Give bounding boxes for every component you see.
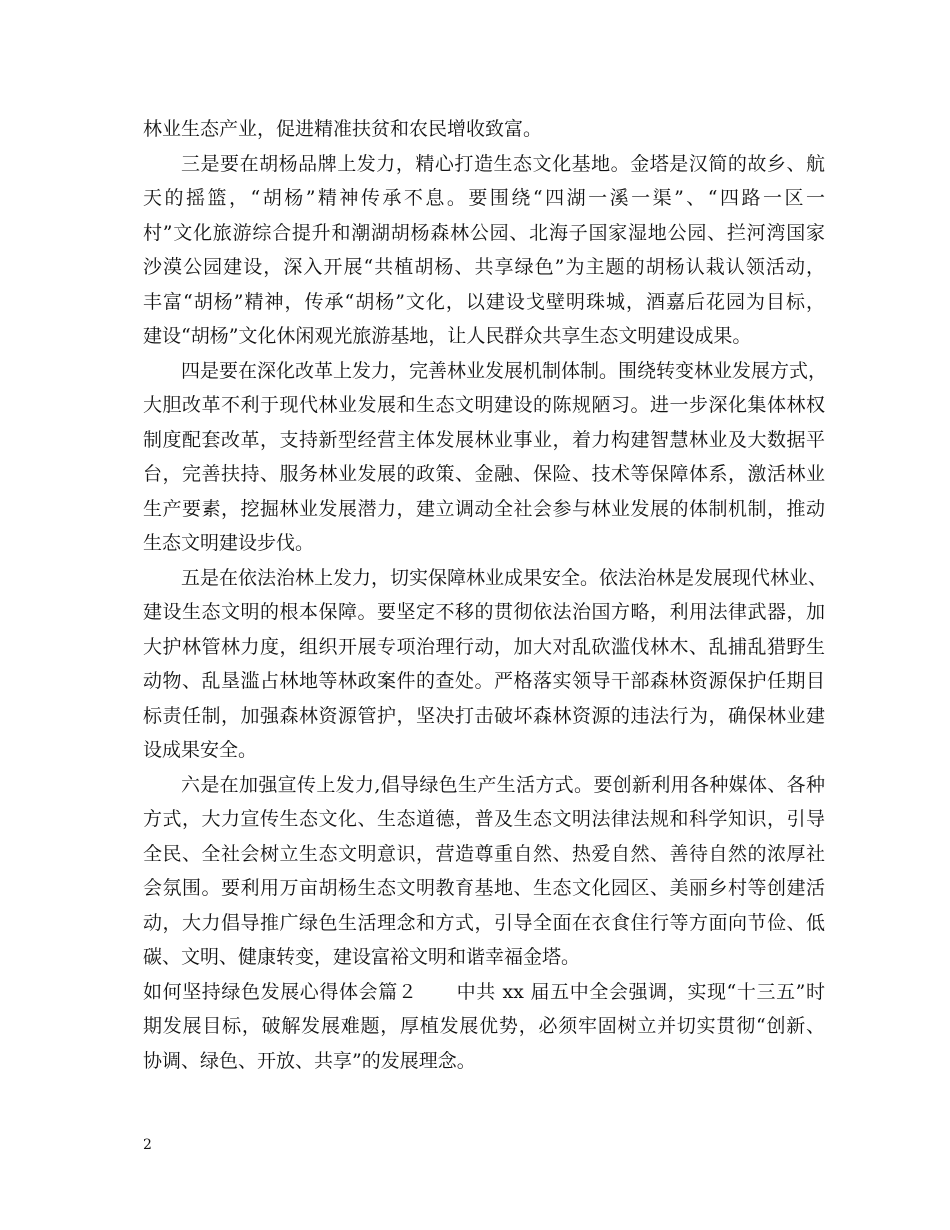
paragraph-line: 生态文明建设步伐。 (143, 532, 315, 554)
paragraph-line: 建设生态文明的根本保障。要坚定不移的贯彻依法治国方略，利用法律武器，加 (143, 601, 825, 623)
paragraph-line: 六是在加强宣传上发力,倡导绿色生产生活方式。要创新利用各种媒体、各种 (181, 773, 825, 796)
body-text (143, 112, 828, 1078)
paragraph-line: 会氛围。要利用万亩胡杨生态文明教育基地、生态文化园区、美丽乡村等创建活 (143, 877, 825, 899)
paragraph-line: 方式，大力宣传生态文化、生态道德，普及生态文明法律法规和科学知识，引导 (143, 808, 825, 830)
paragraph-line: 林业生态产业，促进精准扶贫和农民增收致富。 (143, 118, 543, 140)
page-number: 2 (143, 1137, 152, 1153)
paragraph-line: 三是要在胡杨品牌上发力，精心打造生态文化基地。金塔是汉简的故乡、航 (181, 152, 825, 175)
paragraph-line: 碳、文明、健康转变，建设富裕文明和谐幸福金塔。 (143, 946, 581, 968)
section-heading-line: 如何坚持绿色发展心得体会篇２ 中共 xx 届五中全会强调，实现“十三五”时 (143, 980, 825, 1003)
paragraph-line: 动，大力倡导推广绿色生活理念和方式，引导全面在衣食住行等方面向节俭、低 (143, 911, 825, 934)
paragraph-line: 丰富“胡杨”精神，传承“胡杨”文化，以建设戈壁明珠城，酒嘉后花园为目标， (143, 290, 825, 313)
paragraph-line: 动物、乱垦滥占林地等林政案件的查处。严格落实领导干部森林资源保护任期目 (143, 670, 825, 692)
paragraph-line: 五是在依法治林上发力，切实保障林业成果安全。依法治林是发展现代林业、 (181, 566, 828, 589)
paragraph-line: 大护林管林力度，组织开展专项治理行动，加大对乱砍滥伐林木、乱捕乱猎野生 (143, 635, 825, 658)
paragraph-line: 台，完善扶持、服务林业发展的政策、金融、保险、技术等保障体系，激活林业 (143, 463, 825, 485)
paragraph-line: 四是要在深化改革上发力，完善林业发展机制体制。围绕转变林业发展方式， (181, 359, 828, 382)
paragraph-line: 沙漠公园建设，深入开展“共植胡杨、共享绿色”为主题的胡杨认栽认领活动， (143, 256, 825, 278)
paragraph-line: 生产要素，挖掘林业发展潜力，建立调动全社会参与林业发展的体制机制，推动 (143, 497, 825, 520)
paragraph-line: 天的摇篮，“胡杨”精神传承不息。要围绕“四湖一溪一渠”、“四路一区一 (143, 187, 825, 209)
paragraph-line: 标责任制，加强森林资源管护，坚决打击破坏森林资源的违法行为，确保林业建 (143, 704, 825, 727)
paragraph-line: 大胆改革不利于现代林业发展和生态文明建设的陈规陋习。进一步深化集体林权 (143, 394, 825, 416)
paragraph-line: 村”文化旅游综合提升和潮湖胡杨森林公园、北海子国家湿地公园、拦河湾国家 (143, 221, 825, 244)
paragraph-line: 建设“胡杨”文化休闲观光旅游基地，让人民群众共享生态文明建设成果。 (143, 325, 752, 347)
paragraph-line: 制度配套改革，支持新型经营主体发展林业事业，着力构建智慧林业及大数据平 (143, 428, 825, 451)
paragraph-line: 期发展目标，破解发展难题，厚植发展优势，必须牢固树立并切实贯彻“创新、 (143, 1015, 825, 1037)
paragraph-line: 协调、绿色、开放、共享”的发展理念。 (143, 1049, 476, 1072)
paragraph-line: 设成果安全。 (143, 739, 258, 761)
paragraph-line: 全民、全社会树立生态文明意识，营造尊重自然、热爱自然、善待自然的浓厚社 (143, 842, 825, 865)
